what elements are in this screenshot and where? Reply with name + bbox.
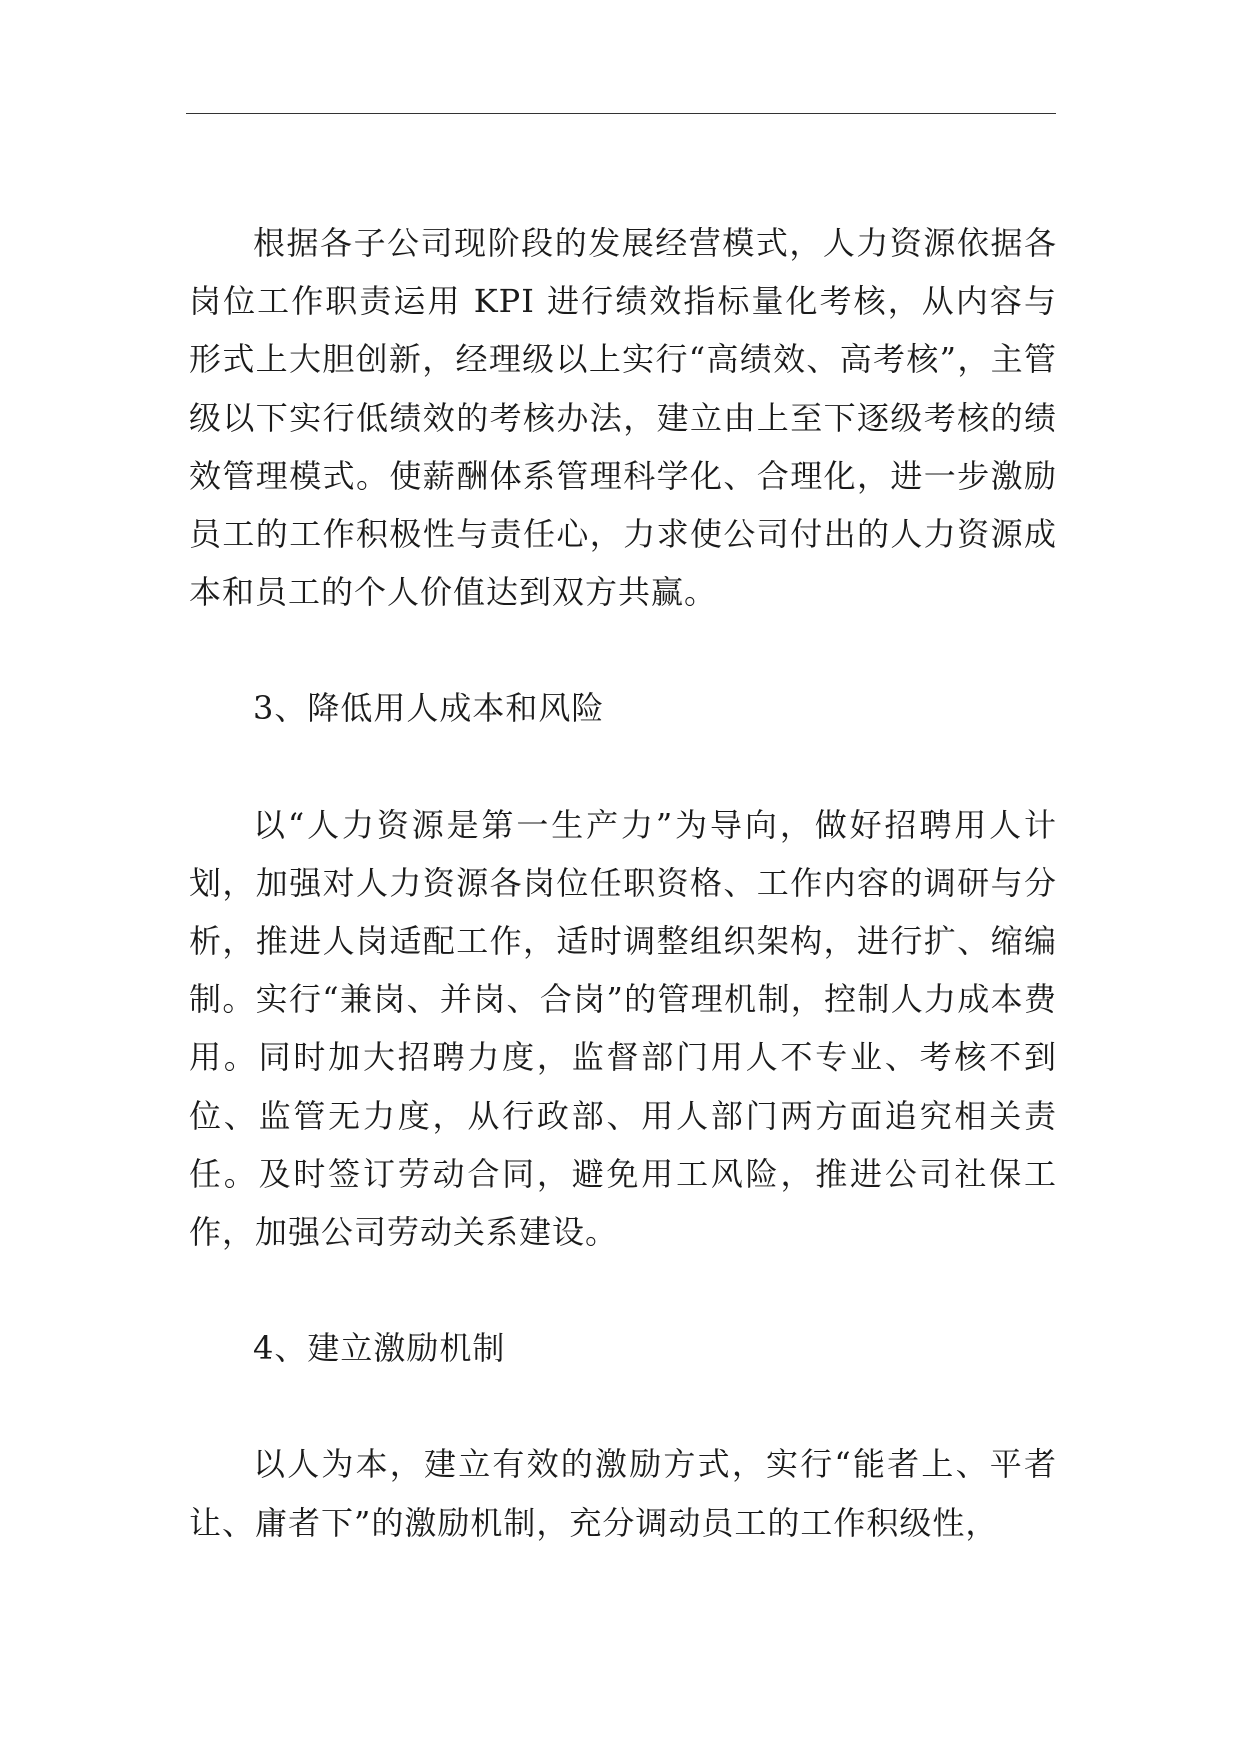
paragraph-spacer: [189, 1261, 1057, 1319]
paragraph-incentive-mechanism: 以人为本，建立有效的激励方式，实行“能者上、平者让、庸者下”的激励机制，充分调动员工的工作积级性，: [189, 1445, 1057, 1542]
header-rule: [186, 113, 1056, 114]
section-heading-3: 3、降低用人成本和风险: [253, 689, 605, 728]
paragraph-performance-appraisal: 根据各子公司现阶段的发展经营模式，人力资源依据各岗位工作职责运用 KPI 进行绩效指标量化考核，从内容与形式上大胆创新，经理级以上实行“高绩效、高考核”，主管级以下实行低绩效的考核办法，建立由上至下逐级考核的绩效管理模式。使薪酬体系管理科学化、合理化，进一步激励员工的工作积极性与责任心，力求使公司付出的人力资源成本和员工的个人价值达到双方共赢。: [189, 224, 1057, 612]
paragraph-spacer: [189, 621, 1057, 679]
paragraph-reduce-costs: 以“人力资源是第一生产力”为导向，做好招聘用人计划，加强对人力资源各岗位任职资格、工作内容的调研与分析，推进人岗适配工作，适时调整组织架构，进行扩、缩编制。实行“兼岗、并岗、合岗”的管理机制，控制人力成本费用。同时加大招聘力度，监督部门用人不专业、考核不到位、监管无力度，从行政部、用人部门两方面追究相关责任。及时签订劳动合同，避免用工风险，推进公司社保工作，加强公司劳动关系建设。: [189, 805, 1057, 1252]
paragraph-spacer: [189, 738, 1057, 796]
section-heading-4: 4、建立激励机制: [253, 1329, 506, 1368]
paragraph-spacer: [189, 1377, 1057, 1435]
document-body: [189, 214, 1057, 1552]
